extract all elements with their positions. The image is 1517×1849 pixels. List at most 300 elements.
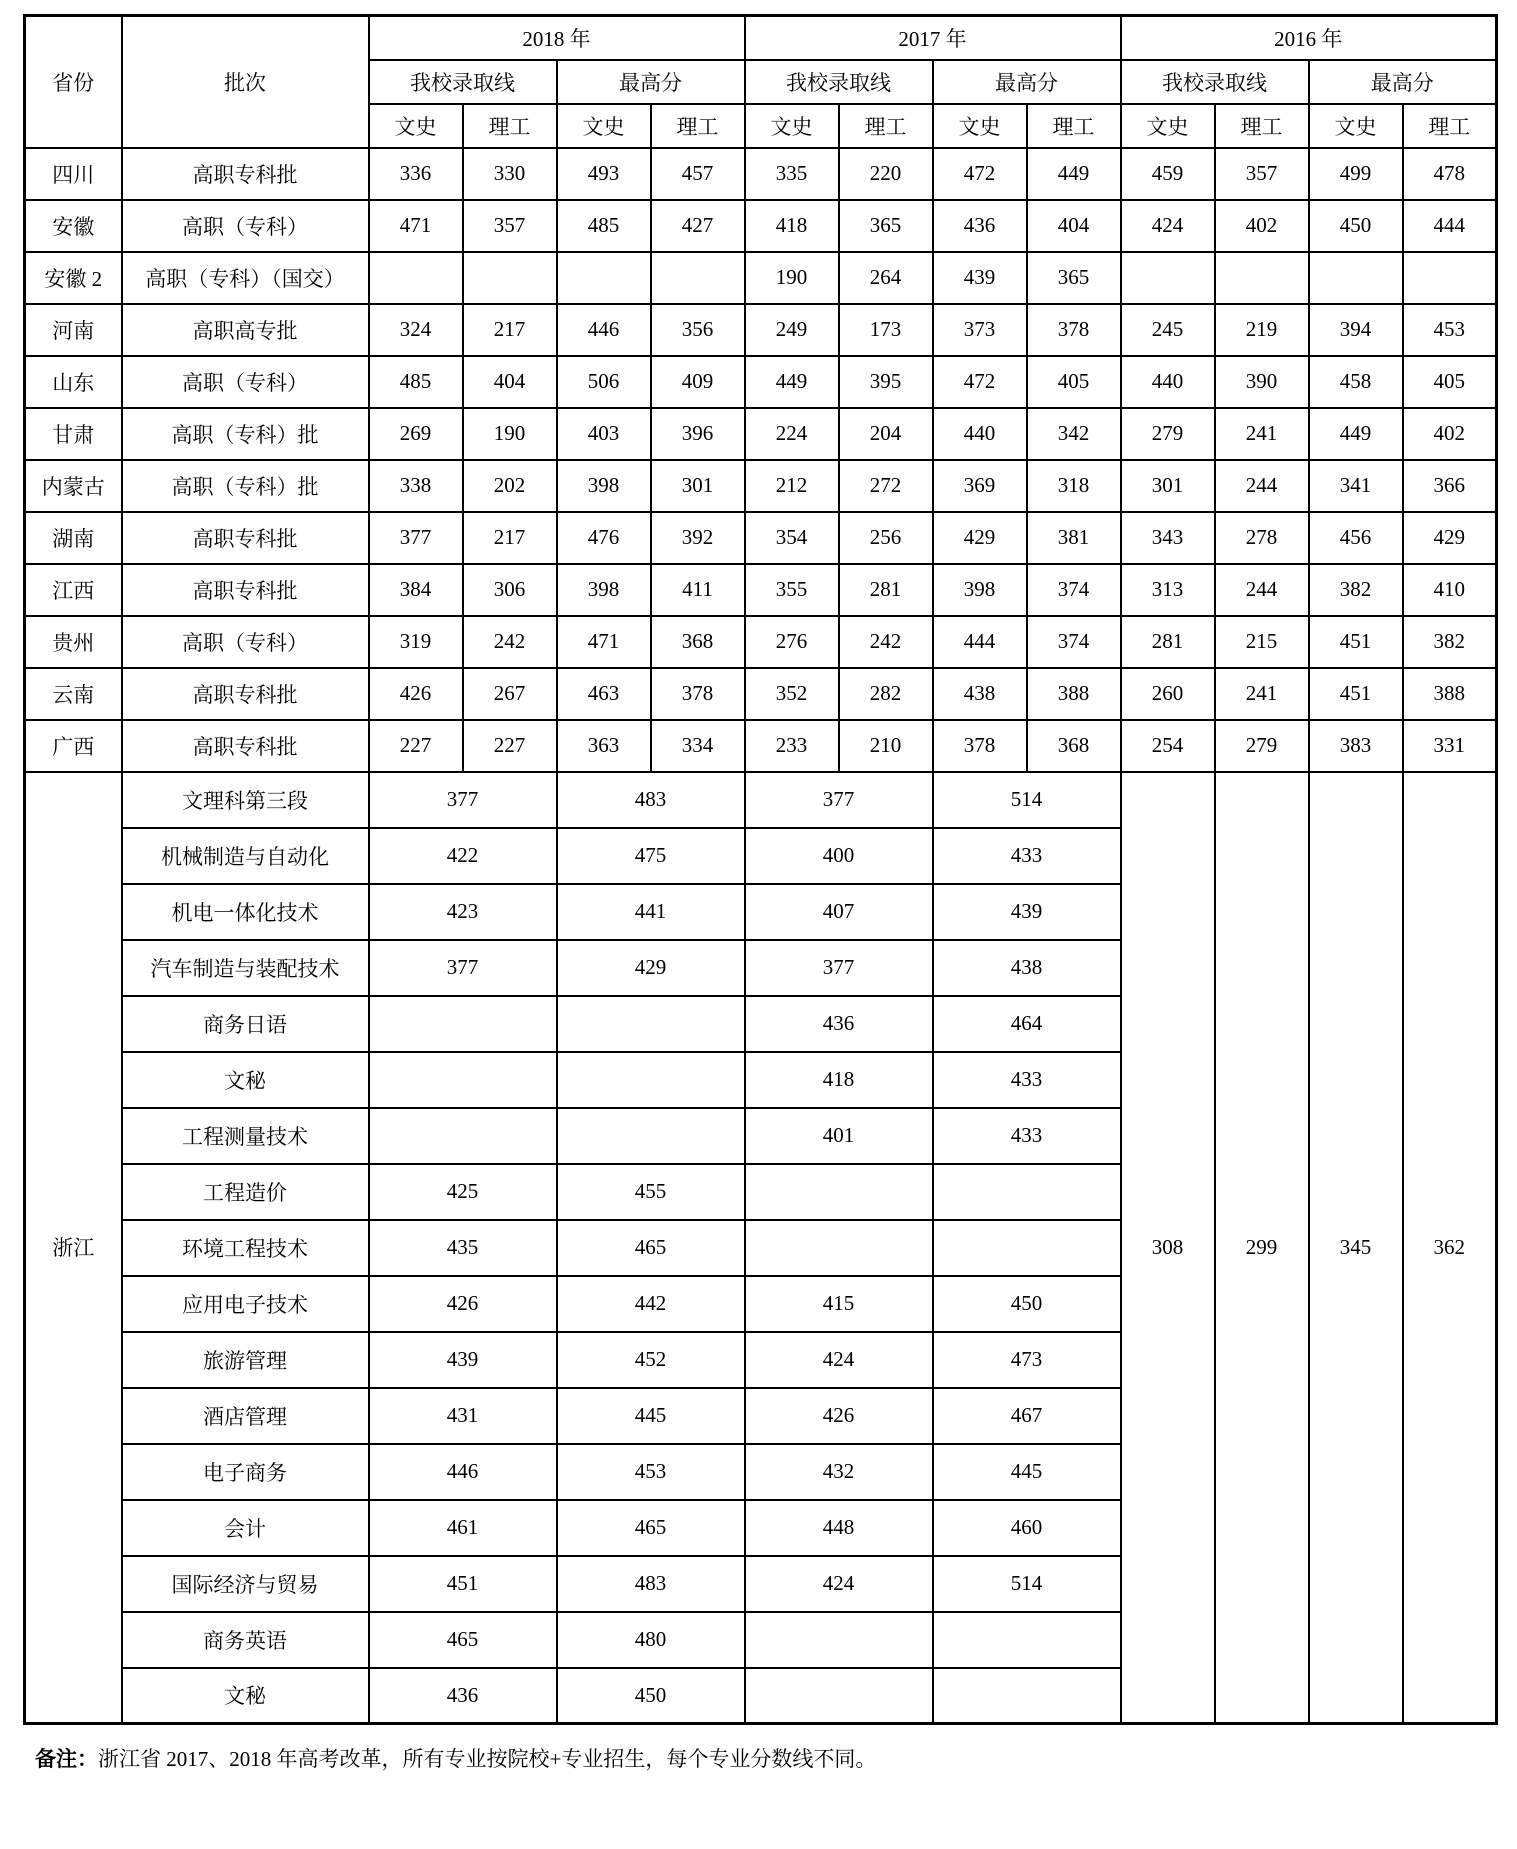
score-cell: 458 [1309, 356, 1403, 408]
score-cell: 423 [369, 884, 557, 940]
score-cell: 242 [463, 616, 557, 668]
score-cell: 241 [1215, 668, 1309, 720]
score-cell: 471 [557, 616, 651, 668]
score-cell: 342 [1027, 408, 1121, 460]
score-cell: 377 [369, 512, 463, 564]
score-cell: 362 [1403, 772, 1497, 1724]
score-cell: 369 [933, 460, 1027, 512]
score-cell: 439 [933, 884, 1121, 940]
score-cell: 460 [933, 1500, 1121, 1556]
score-cell: 233 [745, 720, 839, 772]
province-row [25, 512, 1497, 564]
score-cell [1215, 252, 1309, 304]
batch-cell: 环境工程技术 [122, 1220, 369, 1276]
score-cell: 301 [1121, 460, 1215, 512]
batch-cell: 高职（专科） [122, 356, 369, 408]
batch-cell: 会计 [122, 1500, 369, 1556]
score-cell: 345 [1309, 772, 1403, 1724]
score-cell [369, 996, 557, 1052]
score-cell [651, 252, 745, 304]
score-cell [933, 1668, 1121, 1724]
score-cell: 461 [369, 1500, 557, 1556]
score-cell: 272 [839, 460, 933, 512]
score-cell: 455 [557, 1164, 745, 1220]
batch-cell: 高职专科批 [122, 668, 369, 720]
score-cell: 366 [1403, 460, 1497, 512]
score-cell: 392 [651, 512, 745, 564]
score-cell: 403 [557, 408, 651, 460]
header-year-2017: 2017 年 [745, 16, 1121, 60]
score-cell: 173 [839, 304, 933, 356]
province-cell: 甘肃 [25, 408, 122, 460]
score-cell: 190 [463, 408, 557, 460]
score-cell: 451 [1309, 668, 1403, 720]
province-row [25, 408, 1497, 460]
score-cell: 334 [651, 720, 745, 772]
score-cell: 439 [933, 252, 1027, 304]
batch-cell: 高职（专科）批 [122, 460, 369, 512]
score-cell: 471 [369, 200, 463, 252]
score-cell: 433 [933, 1108, 1121, 1164]
score-cell: 445 [933, 1444, 1121, 1500]
score-cell: 377 [369, 940, 557, 996]
score-cell: 355 [745, 564, 839, 616]
score-cell: 204 [839, 408, 933, 460]
score-cell [557, 252, 651, 304]
score-cell: 453 [557, 1444, 745, 1500]
score-cell [745, 1164, 933, 1220]
header-2016-admission-line: 我校录取线 [1121, 60, 1309, 104]
batch-cell: 高职（专科）批 [122, 408, 369, 460]
score-cell: 426 [369, 668, 463, 720]
score-cell: 377 [745, 772, 933, 828]
score-cell: 410 [1403, 564, 1497, 616]
score-cell: 405 [1027, 356, 1121, 408]
score-cell: 433 [933, 828, 1121, 884]
header-row-years [25, 16, 1497, 60]
score-cell: 331 [1403, 720, 1497, 772]
score-cell: 343 [1121, 512, 1215, 564]
score-cell: 401 [745, 1108, 933, 1164]
footnote-label: 备注： [35, 1747, 98, 1771]
score-cell: 427 [651, 200, 745, 252]
score-cell: 450 [933, 1276, 1121, 1332]
province-cell: 贵州 [25, 616, 122, 668]
score-cell: 245 [1121, 304, 1215, 356]
batch-cell: 机械制造与自动化 [122, 828, 369, 884]
header-track-science: 理工 [1215, 104, 1309, 148]
batch-cell: 高职专科批 [122, 564, 369, 616]
score-cell [369, 252, 463, 304]
score-cell: 485 [557, 200, 651, 252]
score-cell: 276 [745, 616, 839, 668]
batch-cell: 高职专科批 [122, 148, 369, 200]
batch-cell: 文秘 [122, 1052, 369, 1108]
score-cell: 368 [651, 616, 745, 668]
score-cell: 390 [1215, 356, 1309, 408]
score-cell: 440 [933, 408, 1027, 460]
score-cell: 378 [933, 720, 1027, 772]
score-cell: 374 [1027, 616, 1121, 668]
score-cell [369, 1108, 557, 1164]
province-row [25, 564, 1497, 616]
score-cell: 338 [369, 460, 463, 512]
score-cell: 438 [933, 668, 1027, 720]
score-cell: 514 [933, 1556, 1121, 1612]
score-cell: 365 [839, 200, 933, 252]
score-cell: 267 [463, 668, 557, 720]
header-2018-admission-line: 我校录取线 [369, 60, 557, 104]
batch-cell: 工程造价 [122, 1164, 369, 1220]
score-cell: 424 [1121, 200, 1215, 252]
score-cell: 219 [1215, 304, 1309, 356]
score-cell: 478 [1403, 148, 1497, 200]
score-cell: 357 [463, 200, 557, 252]
score-cell: 308 [1121, 772, 1215, 1724]
score-cell: 450 [557, 1668, 745, 1724]
score-cell: 260 [1121, 668, 1215, 720]
score-cell: 254 [1121, 720, 1215, 772]
score-cell: 313 [1121, 564, 1215, 616]
score-cell: 306 [463, 564, 557, 616]
province-row [25, 616, 1497, 668]
table-header [25, 16, 1497, 148]
batch-cell: 高职专科批 [122, 720, 369, 772]
score-cell: 445 [557, 1388, 745, 1444]
score-cell: 224 [745, 408, 839, 460]
score-cell: 483 [557, 772, 745, 828]
score-cell [1403, 252, 1497, 304]
score-cell [745, 1220, 933, 1276]
province-cell: 安徽 2 [25, 252, 122, 304]
score-cell: 435 [369, 1220, 557, 1276]
score-cell: 439 [369, 1332, 557, 1388]
score-cell: 429 [557, 940, 745, 996]
batch-cell: 高职（专科） [122, 616, 369, 668]
score-cell: 440 [1121, 356, 1215, 408]
score-cell: 269 [369, 408, 463, 460]
score-cell: 404 [463, 356, 557, 408]
header-track-science: 理工 [1403, 104, 1497, 148]
score-cell: 450 [1309, 200, 1403, 252]
score-cell: 242 [839, 616, 933, 668]
province-cell: 四川 [25, 148, 122, 200]
score-cell: 217 [463, 304, 557, 356]
score-cell: 382 [1309, 564, 1403, 616]
batch-cell: 商务日语 [122, 996, 369, 1052]
header-2017-highest-score: 最高分 [933, 60, 1121, 104]
header-track-science: 理工 [1027, 104, 1121, 148]
header-track-arts: 文史 [557, 104, 651, 148]
header-2016-highest-score: 最高分 [1309, 60, 1497, 104]
score-cell: 282 [839, 668, 933, 720]
score-cell: 506 [557, 356, 651, 408]
score-cell: 472 [933, 356, 1027, 408]
scores-table [23, 14, 1498, 1725]
score-cell: 388 [1403, 668, 1497, 720]
score-cell: 480 [557, 1612, 745, 1668]
batch-cell: 商务英语 [122, 1612, 369, 1668]
score-cell: 411 [651, 564, 745, 616]
score-cell: 426 [369, 1276, 557, 1332]
score-cell: 368 [1027, 720, 1121, 772]
header-track-science: 理工 [463, 104, 557, 148]
province-row [25, 304, 1497, 356]
score-cell: 418 [745, 1052, 933, 1108]
score-cell: 483 [557, 1556, 745, 1612]
score-cell: 398 [933, 564, 1027, 616]
score-cell: 446 [557, 304, 651, 356]
score-cell: 352 [745, 668, 839, 720]
score-cell [557, 996, 745, 1052]
score-cell: 426 [745, 1388, 933, 1444]
score-cell: 373 [933, 304, 1027, 356]
score-cell: 442 [557, 1276, 745, 1332]
batch-cell: 旅游管理 [122, 1332, 369, 1388]
zhejiang-row [25, 772, 1497, 828]
score-cell: 384 [369, 564, 463, 616]
score-cell: 409 [651, 356, 745, 408]
score-cell: 241 [1215, 408, 1309, 460]
score-cell: 444 [933, 616, 1027, 668]
score-cell: 456 [1309, 512, 1403, 564]
score-cell: 465 [369, 1612, 557, 1668]
score-cell: 381 [1027, 512, 1121, 564]
score-cell: 415 [745, 1276, 933, 1332]
score-cell: 217 [463, 512, 557, 564]
score-cell: 436 [745, 996, 933, 1052]
header-track-science: 理工 [651, 104, 745, 148]
province-cell: 安徽 [25, 200, 122, 252]
score-cell: 402 [1403, 408, 1497, 460]
score-cell: 465 [557, 1220, 745, 1276]
score-cell: 467 [933, 1388, 1121, 1444]
header-2017-admission-line: 我校录取线 [745, 60, 933, 104]
province-cell: 云南 [25, 668, 122, 720]
score-cell: 396 [651, 408, 745, 460]
province-row [25, 252, 1497, 304]
score-cell: 227 [369, 720, 463, 772]
score-cell: 464 [933, 996, 1121, 1052]
footnote-text: 浙江省 2017、2018 年高考改革，所有专业按院校+专业招生，每个专业分数线不同。 [98, 1747, 877, 1771]
score-cell: 357 [1215, 148, 1309, 200]
province-row [25, 356, 1497, 408]
score-cell: 449 [745, 356, 839, 408]
score-cell: 281 [839, 564, 933, 616]
province-row [25, 668, 1497, 720]
province-cell: 浙江 [25, 772, 122, 1724]
batch-cell: 机电一体化技术 [122, 884, 369, 940]
table-body [25, 148, 1497, 1724]
score-cell [1309, 252, 1403, 304]
score-cell: 459 [1121, 148, 1215, 200]
score-cell: 354 [745, 512, 839, 564]
score-cell: 356 [651, 304, 745, 356]
score-cell: 424 [745, 1332, 933, 1388]
score-cell: 377 [745, 940, 933, 996]
score-cell: 418 [745, 200, 839, 252]
score-cell [745, 1668, 933, 1724]
score-cell: 429 [933, 512, 1027, 564]
score-cell: 377 [369, 772, 557, 828]
province-row [25, 720, 1497, 772]
score-cell: 299 [1215, 772, 1309, 1724]
score-cell: 448 [745, 1500, 933, 1556]
score-cell: 438 [933, 940, 1121, 996]
score-cell [1121, 252, 1215, 304]
score-cell: 365 [1027, 252, 1121, 304]
province-cell: 山东 [25, 356, 122, 408]
score-cell: 451 [369, 1556, 557, 1612]
score-cell: 425 [369, 1164, 557, 1220]
header-batch: 批次 [122, 16, 369, 148]
score-cell: 279 [1121, 408, 1215, 460]
score-cell: 514 [933, 772, 1121, 828]
score-cell: 446 [369, 1444, 557, 1500]
score-cell [369, 1052, 557, 1108]
score-cell: 202 [463, 460, 557, 512]
province-row [25, 200, 1497, 252]
score-cell: 335 [745, 148, 839, 200]
score-cell: 499 [1309, 148, 1403, 200]
header-track-arts: 文史 [1121, 104, 1215, 148]
header-2018-highest-score: 最高分 [557, 60, 745, 104]
header-track-arts: 文史 [1309, 104, 1403, 148]
score-cell: 249 [745, 304, 839, 356]
score-cell: 453 [1403, 304, 1497, 356]
score-cell [933, 1164, 1121, 1220]
score-cell: 264 [839, 252, 933, 304]
score-cell: 318 [1027, 460, 1121, 512]
score-cell: 444 [1403, 200, 1497, 252]
score-cell: 432 [745, 1444, 933, 1500]
score-cell: 475 [557, 828, 745, 884]
batch-cell: 文理科第三段 [122, 772, 369, 828]
score-cell: 473 [933, 1332, 1121, 1388]
province-row [25, 460, 1497, 512]
batch-cell: 应用电子技术 [122, 1276, 369, 1332]
score-cell: 210 [839, 720, 933, 772]
score-cell: 452 [557, 1332, 745, 1388]
score-cell: 281 [1121, 616, 1215, 668]
score-cell: 256 [839, 512, 933, 564]
province-cell: 江西 [25, 564, 122, 616]
batch-cell: 工程测量技术 [122, 1108, 369, 1164]
score-cell: 493 [557, 148, 651, 200]
score-cell: 244 [1215, 564, 1309, 616]
score-cell: 301 [651, 460, 745, 512]
score-cell: 212 [745, 460, 839, 512]
batch-cell: 高职（专科） [122, 200, 369, 252]
province-row [25, 148, 1497, 200]
header-track-arts: 文史 [369, 104, 463, 148]
header-track-arts: 文史 [933, 104, 1027, 148]
score-cell: 336 [369, 148, 463, 200]
score-cell: 449 [1309, 408, 1403, 460]
score-cell: 449 [1027, 148, 1121, 200]
score-cell: 431 [369, 1388, 557, 1444]
province-cell: 河南 [25, 304, 122, 356]
score-cell: 383 [1309, 720, 1403, 772]
score-cell: 395 [839, 356, 933, 408]
batch-cell: 文秘 [122, 1668, 369, 1724]
score-cell: 398 [557, 564, 651, 616]
score-cell: 388 [1027, 668, 1121, 720]
score-cell: 319 [369, 616, 463, 668]
score-cell: 400 [745, 828, 933, 884]
batch-cell: 高职专科批 [122, 512, 369, 564]
score-cell [933, 1612, 1121, 1668]
score-cell: 404 [1027, 200, 1121, 252]
score-cell: 244 [1215, 460, 1309, 512]
header-track-arts: 文史 [745, 104, 839, 148]
footnote [23, 1743, 1494, 1773]
score-cell [933, 1220, 1121, 1276]
score-cell: 465 [557, 1500, 745, 1556]
score-cell: 436 [933, 200, 1027, 252]
batch-cell: 高职（专科）（国交） [122, 252, 369, 304]
score-cell: 457 [651, 148, 745, 200]
score-cell: 220 [839, 148, 933, 200]
score-cell: 485 [369, 356, 463, 408]
score-cell: 279 [1215, 720, 1309, 772]
score-cell: 451 [1309, 616, 1403, 668]
header-track-science: 理工 [839, 104, 933, 148]
score-cell: 405 [1403, 356, 1497, 408]
batch-cell: 电子商务 [122, 1444, 369, 1500]
header-year-2018: 2018 年 [369, 16, 745, 60]
score-cell: 429 [1403, 512, 1497, 564]
score-cell: 472 [933, 148, 1027, 200]
province-cell: 广西 [25, 720, 122, 772]
batch-cell: 国际经济与贸易 [122, 1556, 369, 1612]
score-cell: 476 [557, 512, 651, 564]
score-cell: 330 [463, 148, 557, 200]
batch-cell: 高职高专批 [122, 304, 369, 356]
score-cell: 378 [1027, 304, 1121, 356]
province-cell: 内蒙古 [25, 460, 122, 512]
batch-cell: 酒店管理 [122, 1388, 369, 1444]
score-cell [557, 1052, 745, 1108]
score-cell: 463 [557, 668, 651, 720]
score-cell [745, 1612, 933, 1668]
score-cell: 394 [1309, 304, 1403, 356]
score-cell: 436 [369, 1668, 557, 1724]
header-province: 省份 [25, 16, 122, 148]
score-cell: 341 [1309, 460, 1403, 512]
score-cell: 407 [745, 884, 933, 940]
score-cell: 324 [369, 304, 463, 356]
score-cell: 424 [745, 1556, 933, 1612]
score-cell [557, 1108, 745, 1164]
score-cell: 190 [745, 252, 839, 304]
score-cell: 433 [933, 1052, 1121, 1108]
score-cell: 215 [1215, 616, 1309, 668]
score-cell: 398 [557, 460, 651, 512]
province-cell: 湖南 [25, 512, 122, 564]
score-cell: 402 [1215, 200, 1309, 252]
score-cell: 374 [1027, 564, 1121, 616]
score-cell: 227 [463, 720, 557, 772]
score-cell: 422 [369, 828, 557, 884]
score-cell [463, 252, 557, 304]
batch-cell: 汽车制造与装配技术 [122, 940, 369, 996]
score-cell: 382 [1403, 616, 1497, 668]
score-cell: 378 [651, 668, 745, 720]
score-cell: 441 [557, 884, 745, 940]
score-cell: 278 [1215, 512, 1309, 564]
score-cell: 363 [557, 720, 651, 772]
